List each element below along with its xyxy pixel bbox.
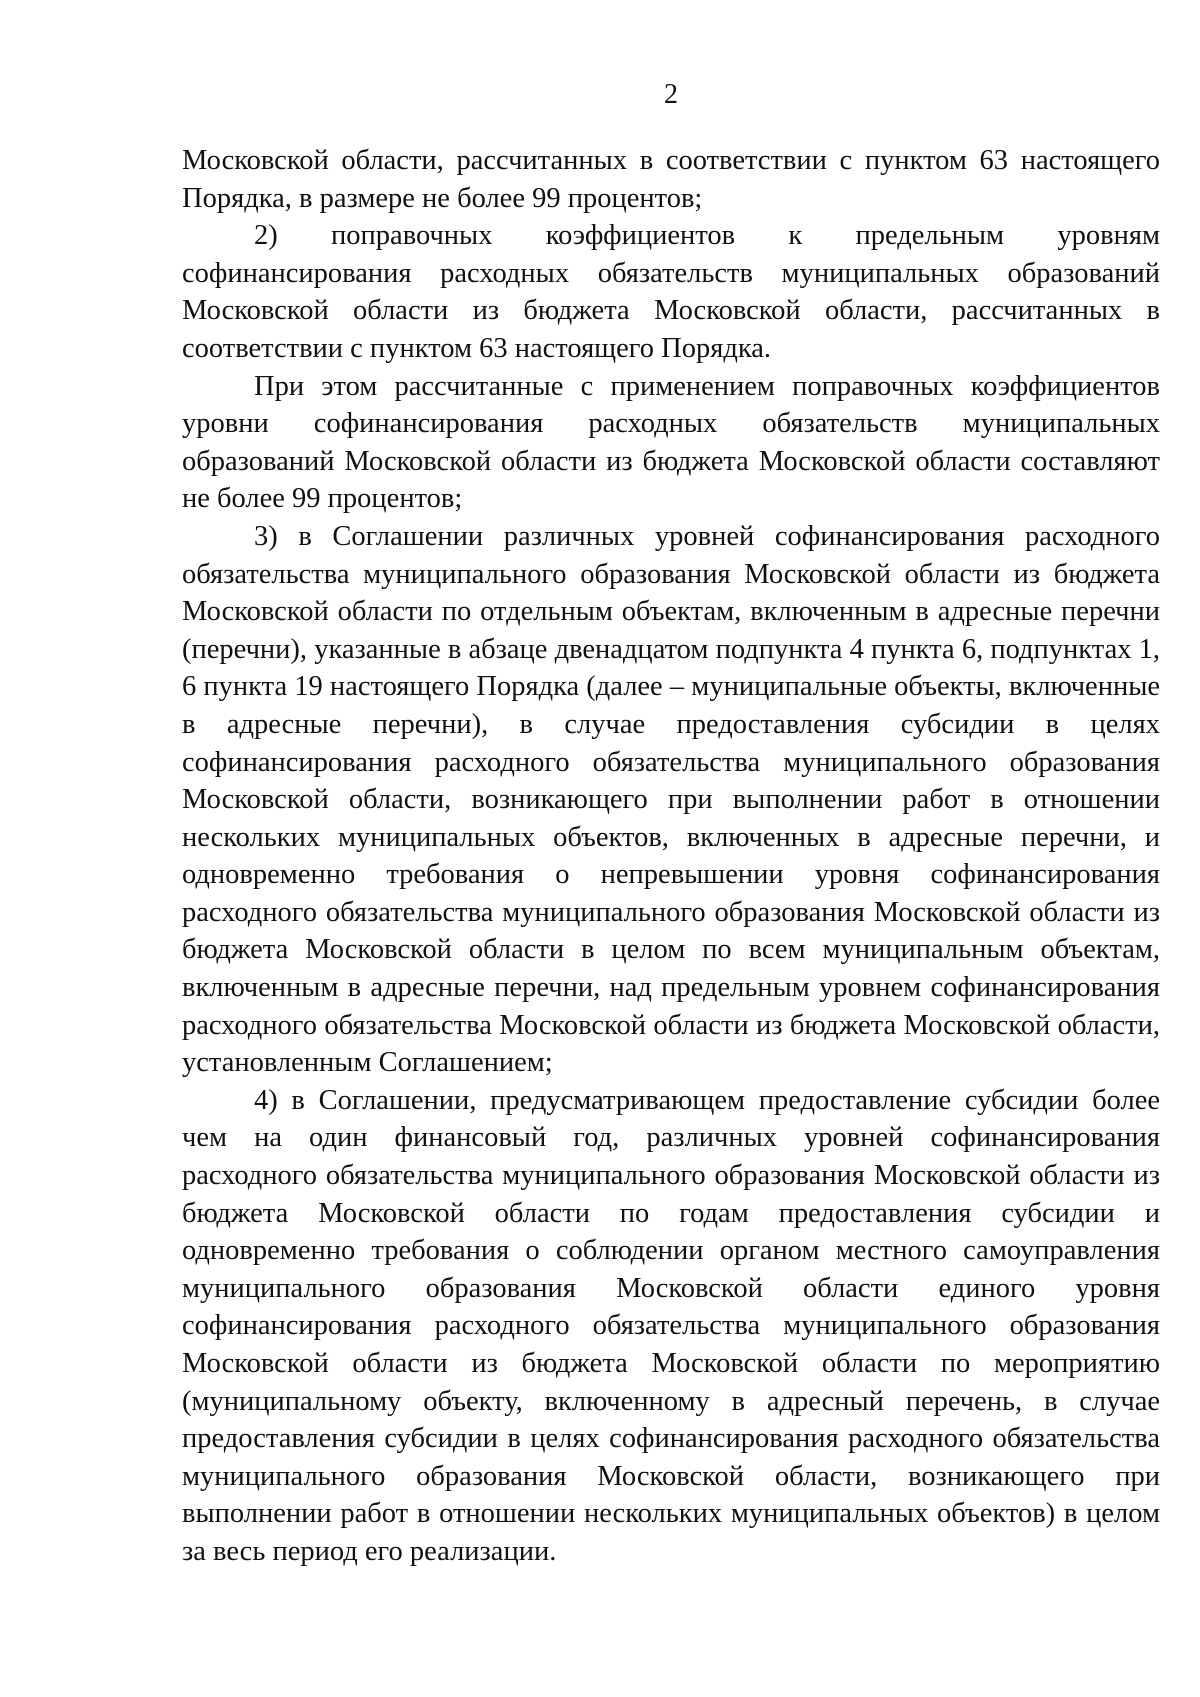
paragraph-continuation: Московской области, рассчитанных в соответствии с пунктом 63 настоящего Порядка, в размере не более 99 процентов; <box>182 145 1160 214</box>
document-body <box>182 142 1160 1571</box>
paragraph-note: При этом рассчитанные с применением поправочных коэффициентов уровни софинансирования расходных обязательств муниципальных образований Московской области из бюджета Московской области составляют не более 99 процентов; <box>182 370 1160 515</box>
page-number: 2 <box>664 79 678 110</box>
paragraph-item-3: 3) в Соглашении различных уровней софинансирования расходного обязательства муниципального образования Московской области из бюджета Московской области по отдельным объектам, включенным в адресные перечни (перечни), указанные в абзаце двенадцатом подпункта 4 пункта 6, подпунктах 1, 6 пункта 19 настоящего Порядка (далее – муниципальные объекты, включенные в адресные перечни), в случае предоставления субсидии в целях софинансирования расходного обязательства муниципального образования Московской области, возникающего при выполнении работ в отношении нескольких муниципальных объектов, включенных в адресные перечни, и одновременно требования о непревышении уровня софинансирования расходного обязательства муниципального образования Московской области из бюджета Московской области в целом по всем муниципальным объектам, включенным в адресные перечни, над предельным уровнем софинансирования расходного обязательства Московской области из бюджета Московской области, установленным Соглашением; <box>182 520 1160 1079</box>
paragraph-item-2: 2) поправочных коэффициентов к предельным уровням софинансирования расходных обязательств муниципальных образований Московской области из бюджета Московской области, рассчитанных в соответствии с пунктом 63 настоящего Порядка. <box>182 220 1160 364</box>
paragraph-item-4: 4) в Соглашении, предусматривающем предоставление субсидии более чем на один финансовый год, различных уровней софинансирования расходного обязательства муниципального образования Московской области из бюджета Московской области по годам предоставления субсидии и одновременно требования о соблюдении органом местного самоуправления муниципального образования Московской области единого уровня софинансирования расходного обязательства муниципального образования Московской области из бюджета Московской области по мероприятию (муниципальному объекту, включенному в адресный перечень, в случае предоставления субсидии в целях софинансирования расходного обязательства муниципального образования Московской области, возникающего при выполнении работ в отношении нескольких муниципальных объектов) в целом за весь период его реализации. <box>182 1084 1160 1567</box>
